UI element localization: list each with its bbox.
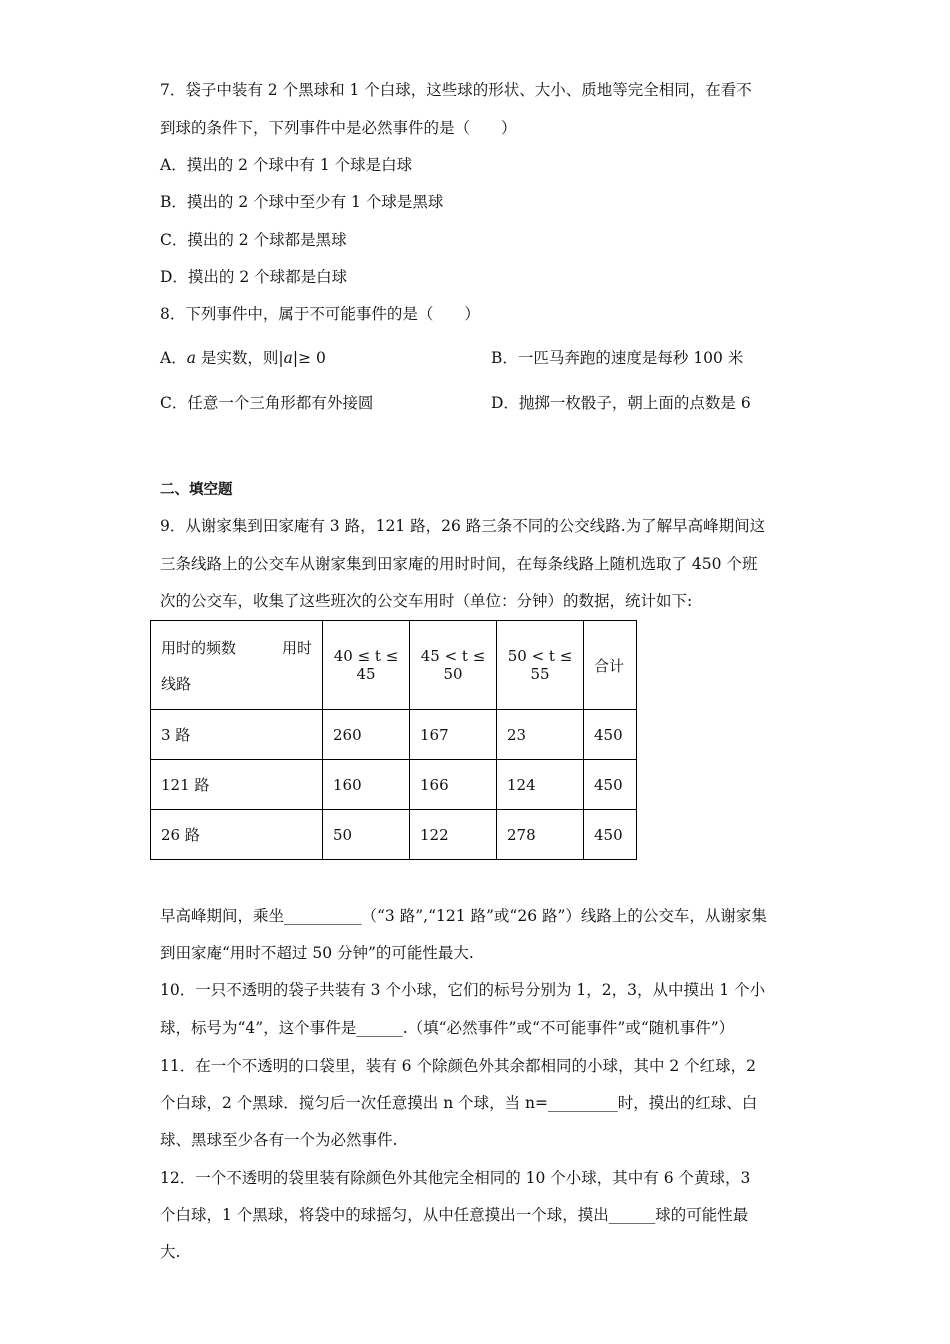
q10-line-1: 10．一只不透明的袋子共装有 3 个小球，它们的标号分别为 1，2，3，从中摸出 1 个小 bbox=[160, 981, 766, 999]
q9-after-line-1: 早高峰期间，乘坐__________（“3 路”,“121 路”或“26 路”）线路上的公交车，从谢家集 bbox=[160, 907, 767, 925]
table-header-2: 45 < t ≤ 50 bbox=[410, 621, 497, 710]
table-header-total: 合计 bbox=[584, 621, 637, 710]
table-cell: 124 bbox=[497, 760, 584, 810]
corner-top-left: 用时的频数 bbox=[161, 639, 237, 657]
q9-line-1: 9．从谢家集到田家庵有 3 路，121 路，26 路三条不同的公交线路.为了解早高峰期间这 bbox=[160, 517, 766, 535]
q12-line-3: 大. bbox=[160, 1243, 181, 1261]
table-cell: 260 bbox=[323, 710, 410, 760]
q8-option-d: D．抛掷一枚骰子，朝上面的点数是 6 bbox=[491, 394, 751, 412]
q8-var-a: a bbox=[186, 349, 196, 367]
corner-top-right: 用时 bbox=[281, 639, 312, 657]
corner-bottom-left: 线路 bbox=[161, 675, 192, 693]
table-header-row bbox=[151, 621, 637, 710]
q11-line-2: 个白球，2 个黑球．搅匀后一次任意摸出 n 个球，当 n=_________时，摸出的红球、白 bbox=[160, 1094, 758, 1112]
q8-option-a-prefix: A． bbox=[160, 349, 187, 367]
q7-option-a: A．摸出的 2 个球中有 1 个球是白球 bbox=[160, 156, 413, 174]
table-header-3: 50 < t ≤ 55 bbox=[497, 621, 584, 710]
bus-time-table bbox=[150, 620, 637, 860]
table-cell: 50 bbox=[323, 810, 410, 860]
q7-line-1: 7．袋子中装有 2 个黑球和 1 个白球，这些球的形状、大小、质地等完全相同，在看不 bbox=[160, 81, 752, 99]
q8-option-a-mid: 是实数，则 bbox=[195, 349, 279, 367]
q10-line-2: 球，标号为“4”，这个事件是______.（填“必然事件”或“不可能事件”或“随机事件”） bbox=[160, 1019, 735, 1037]
q9-line-2: 三条线路上的公交车从谢家集到田家庵的用时时间，在每条线路上随机选取了 450 个班 bbox=[160, 555, 758, 573]
q9-line-3: 次的公交车，收集了这些班次的公交车用时（单位：分钟）的数据，统计如下: bbox=[160, 592, 693, 610]
q12-line-2: 个白球，1 个黑球，将袋中的球摇匀，从中任意摸出一个球，摸出______球的可能性最 bbox=[160, 1206, 749, 1224]
q7-line-2: 到球的条件下，下列事件中是必然事件的是（ ） bbox=[160, 119, 517, 137]
q8-option-b: B．一匹马奔跑的速度是每秒 100 米 bbox=[491, 349, 744, 367]
q7-option-d: D．摸出的 2 个球都是白球 bbox=[160, 268, 348, 286]
section-title: 二、填空题 bbox=[160, 482, 233, 498]
q7-option-b: B．摸出的 2 个球中至少有 1 个球是黑球 bbox=[160, 193, 444, 211]
table-cell: 450 bbox=[584, 710, 637, 760]
table-cell: 450 bbox=[584, 810, 637, 860]
table-row bbox=[151, 710, 637, 760]
table-cell: 23 bbox=[497, 710, 584, 760]
q12-line-1: 12．一个不透明的袋里装有除颜色外其他完全相同的 10 个小球，其中有 6 个黄球，3 bbox=[160, 1169, 751, 1187]
q11-line-1: 11．在一个不透明的口袋里，装有 6 个除颜色外其余都相同的小球，其中 2 个红球，2 bbox=[160, 1057, 757, 1075]
table-cell: 278 bbox=[497, 810, 584, 860]
table-cell: 166 bbox=[410, 760, 497, 810]
q9-after-line-2: 到田家庵“用时不超过 50 分钟”的可能性最大. bbox=[160, 944, 474, 962]
table-cell: 3 路 bbox=[151, 710, 323, 760]
table-cell: 160 bbox=[323, 760, 410, 810]
table-corner-cell bbox=[151, 621, 323, 710]
table-cell: 26 路 bbox=[151, 810, 323, 860]
q8-option-a-tail: ≥ 0 bbox=[298, 349, 326, 367]
table-cell: 167 bbox=[410, 710, 497, 760]
table-cell: 122 bbox=[410, 810, 497, 860]
q8-stem: 8．下列事件中，属于不可能事件的是（ ） bbox=[160, 305, 480, 323]
q8-option-c: C．任意一个三角形都有外接圆 bbox=[160, 394, 374, 412]
table-cell: 450 bbox=[584, 760, 637, 810]
q8-abs-a: |a| bbox=[278, 349, 299, 367]
table-row bbox=[151, 760, 637, 810]
q8-option-a bbox=[160, 348, 326, 368]
q11-line-3: 球、黑球至少各有一个为必然事件. bbox=[160, 1131, 398, 1149]
table-header-1: 40 ≤ t ≤ 45 bbox=[323, 621, 410, 710]
table-cell: 121 路 bbox=[151, 760, 323, 810]
q7-option-c: C．摸出的 2 个球都是黑球 bbox=[160, 231, 347, 249]
table-row bbox=[151, 810, 637, 860]
